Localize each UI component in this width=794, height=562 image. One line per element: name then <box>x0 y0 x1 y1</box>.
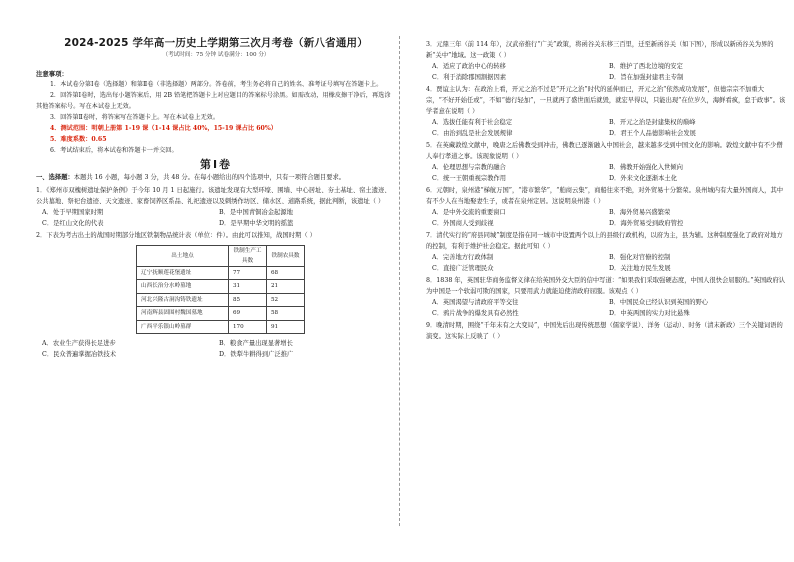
option[interactable]: A．适应了政治中心的转移 <box>432 63 506 70</box>
notice-item: 6．考试结束后，将本试卷和答题卡一并交回。 <box>50 147 178 154</box>
option[interactable]: A．是中外交流的重要窗口 <box>432 209 506 216</box>
option[interactable]: A．农业生产获得长足进步 <box>42 340 116 347</box>
table-cell: 31 <box>229 280 267 294</box>
table-cell: 58 <box>267 307 305 321</box>
option[interactable]: D．铁犁牛耕得到广泛推广 <box>219 351 294 358</box>
option[interactable]: C．统一王朝重视宗教作用 <box>432 175 507 182</box>
table-header: 铁制生产工具数 <box>229 245 267 266</box>
option[interactable]: A．处于早期国家时期 <box>42 208 104 216</box>
option[interactable]: D．外来文化逐渐本土化 <box>609 175 678 182</box>
question-stem: 4．贾谊主认为：在政治上看，开元之治不过是“开元之治”时代的延伸而已，开元之治“依然成功发展”，但德宗宗不加重大宗，“不好开始任或”，不如“德行轻加”，一旦就再了盛世面后就毁，就宏早得以，只能出现“在位岁久，海鲜看疯，怠于政事”。该学者意在说明（ ） <box>426 86 786 115</box>
option[interactable]: C．是红山文化的代表 <box>42 219 104 227</box>
option[interactable]: D．海外贸易受到政府管控 <box>609 220 684 227</box>
notice-heading: 注意事项： <box>36 70 68 78</box>
table-cell: 河南辉县固围村魏国墓地 <box>137 307 229 321</box>
question-options <box>36 207 396 229</box>
option[interactable]: A．伦理思想与宗教的融合 <box>432 164 506 171</box>
question-options <box>426 207 786 229</box>
table-cell: 170 <box>229 320 267 334</box>
question-options <box>36 338 396 360</box>
part-instruction-label: 一、选择题： <box>36 174 74 181</box>
question-options <box>426 117 786 139</box>
data-table <box>136 245 305 335</box>
option[interactable]: B．海外贸易兴盛繁荣 <box>609 209 671 216</box>
option[interactable]: D．是早期中华文明的摇篮 <box>219 219 294 227</box>
option[interactable]: C．由治到乱是社会发展规律 <box>432 130 513 137</box>
option[interactable]: B．中国民众已经认识到英国的野心 <box>609 299 709 306</box>
column-divider <box>399 36 400 526</box>
option[interactable]: C．外国商人受到歧视 <box>432 220 494 227</box>
exam-subtitle: （考试时间：75 分钟 试卷满分：100 分） <box>162 52 270 58</box>
option[interactable]: B．粮食产量出现显著增长 <box>219 340 293 347</box>
option[interactable]: A．完善地方行政体制 <box>432 254 494 261</box>
question-stem: 7．清代实行的“府县同城”制度是指在同一城市中设置两个以上的县级行政机构，以府为主，县为辅。这种制度强化了政府对地方的控制，有利于维护社会稳定。据此可知（ ） <box>426 232 783 250</box>
option[interactable]: D．中英两国的实力对比悬殊 <box>609 310 690 317</box>
table-cell: 河北兴隆古洞沟铸铁遗址 <box>137 293 229 307</box>
question-stem: 5．在英藏敦煌文献中，晚唐之后佛教受到冲击，佛教已逐渐融入中国社会，越来越多受到中国文化的影响。敦煌文献中有不少僧人奉行孝道之事。该现象说明（ ） <box>426 142 783 160</box>
table-header: 出土地点 <box>137 245 229 266</box>
table-cell: 69 <box>229 307 267 321</box>
question-options <box>426 162 786 184</box>
option[interactable]: B．开元之治是封建集权的巅峰 <box>609 119 696 126</box>
table-cell: 21 <box>267 280 305 294</box>
option[interactable]: B．强化对官僚的控制 <box>609 254 671 261</box>
option[interactable]: C．利于消除郡国割据因素 <box>432 74 507 81</box>
table-cell: 52 <box>267 293 305 307</box>
table-cell: 山西长治分水岭墓地 <box>137 280 229 294</box>
option[interactable]: B．佛教开始强化入世倾向 <box>609 164 683 171</box>
part-instruction-text: 本题共 16 小题，每小题 3 分，共 48 分。在每小题给出的四个选项中，只有一项符合题目要求。 <box>73 174 346 181</box>
table-cell: 68 <box>267 266 305 280</box>
left-column <box>36 36 396 360</box>
question-stem: 3．元鼎三年（前 114 年），汉武帝推行“广关”政策，将函谷关东移三百里，迁至新函谷关（如下图），形成以新函谷关为界的新“关中”地域。这一政策（ ） <box>426 41 774 59</box>
exam-title: 2024-2025 学年高一历史上学期第三次月考卷（新八省通用） <box>64 37 368 49</box>
section-title: 第Ⅰ卷 <box>199 158 233 171</box>
table-cell: 广西平乐银山岭墓群 <box>137 320 229 334</box>
table-cell: 85 <box>229 293 267 307</box>
notice-item: 3．回答第Ⅱ卷时，将答案写在答题卡上。写在本试卷上无效。 <box>50 114 220 121</box>
option[interactable]: C．直接广泛管理民众 <box>432 265 494 272</box>
option[interactable]: C．鸦片战争的爆发具有必然性 <box>432 310 519 317</box>
question-options <box>426 61 786 83</box>
table-cell: 辽宁抚顺莲花堡遗址 <box>137 266 229 280</box>
table-cell: 77 <box>229 266 267 280</box>
table-header-row <box>137 245 305 266</box>
notice-item-difficulty: 5．难度系数：0.65 <box>50 136 107 143</box>
question-options <box>426 297 786 319</box>
table-row <box>137 293 305 307</box>
table-row <box>137 266 305 280</box>
question-stem: 2．下表为考古出土的战国时期部分地区铁制物品统计表（单位：件）。由此可以推知，战国时期（ ） <box>36 231 316 239</box>
option[interactable]: B．是中国青铜冶金起源地 <box>219 208 293 216</box>
option[interactable]: A．选拔任能有利于社会稳定 <box>432 119 513 126</box>
option[interactable]: C．民众普遍掌握冶铁技术 <box>42 351 117 358</box>
question-stem: 1．《郑州市双槐树遗址保护条例》于今年 10 月 1 日起施行。该遗址发现有大型环壕、围墙、中心居址、夯土基址、窑土遗迹、公共墓地、祭祀台遗迹、天文遗迹、家畜饲养区系品、礼祀遗迹以及刺绣作坊区、储水区、道路系统，据此判断，该遗址（ ） <box>36 186 391 205</box>
table-cell: 91 <box>267 320 305 334</box>
option[interactable]: D．旨在加强封建君主专制 <box>609 74 684 81</box>
question-options <box>426 252 786 274</box>
table-row <box>137 280 305 294</box>
question-stem: 8．1838 年，英国驻华商务监督义律在给英国外交大臣的信中写道：“如果我们采取强硬态度，中国人很快会屈服的。”英国政府认为中国是一个软弱可欺的国家，只要用武力就能迫使清政府屈服。该观点（ ） <box>426 277 786 295</box>
option[interactable]: A．英国渴望与清政府平等交往 <box>432 299 519 306</box>
notice-item-scope: 4．测试范围：明朝上册第 1-19 课（1-14 课占比 40%，15-19 课占比 60%） <box>50 125 277 132</box>
part-instruction <box>36 173 396 184</box>
question-stem: 9．晚清时期，围绕“千年未有之大变局”，中国先后出现传统思想（儒家学说）、洋务（运动）、时务（清末新政）三个关键词语的演变。这实际上反映了（ ） <box>426 322 783 340</box>
option[interactable]: D．君王个人品德影响社会发展 <box>609 130 696 137</box>
table-header: 铁制农具数 <box>267 245 305 266</box>
table-row <box>137 307 305 321</box>
notice-item: 1．本试卷分第Ⅰ卷（选择题）和第Ⅱ卷（非选择题）两部分。答卷前，考生务必将自己的姓名、准考证号填写在答题卡上。 <box>50 81 383 88</box>
question-stem: 6．元朝时，泉州港“梯航万国”，“港市繁华”，“舶商云集”，商船往来不绝，对外贸易十分繁荣。泉州城内有大量外国商人，其中有不少人在当地娶妻生子，或者在泉州定居。这说明泉州港（ ） <box>426 187 784 205</box>
option[interactable]: D．关注地方民生发展 <box>609 265 671 272</box>
table-row <box>137 320 305 334</box>
option[interactable]: B．维护了西北边境的安定 <box>609 63 683 70</box>
right-column <box>426 38 786 342</box>
notice-item: 2．回答第Ⅰ卷时，选出每小题答案后，用 2B 铅笔把答题卡上对应题目的答案标号涂黑。如需改动，用橡皮擦干净后，再选涂其他答案标号。写在本试卷上无效。 <box>36 92 391 110</box>
